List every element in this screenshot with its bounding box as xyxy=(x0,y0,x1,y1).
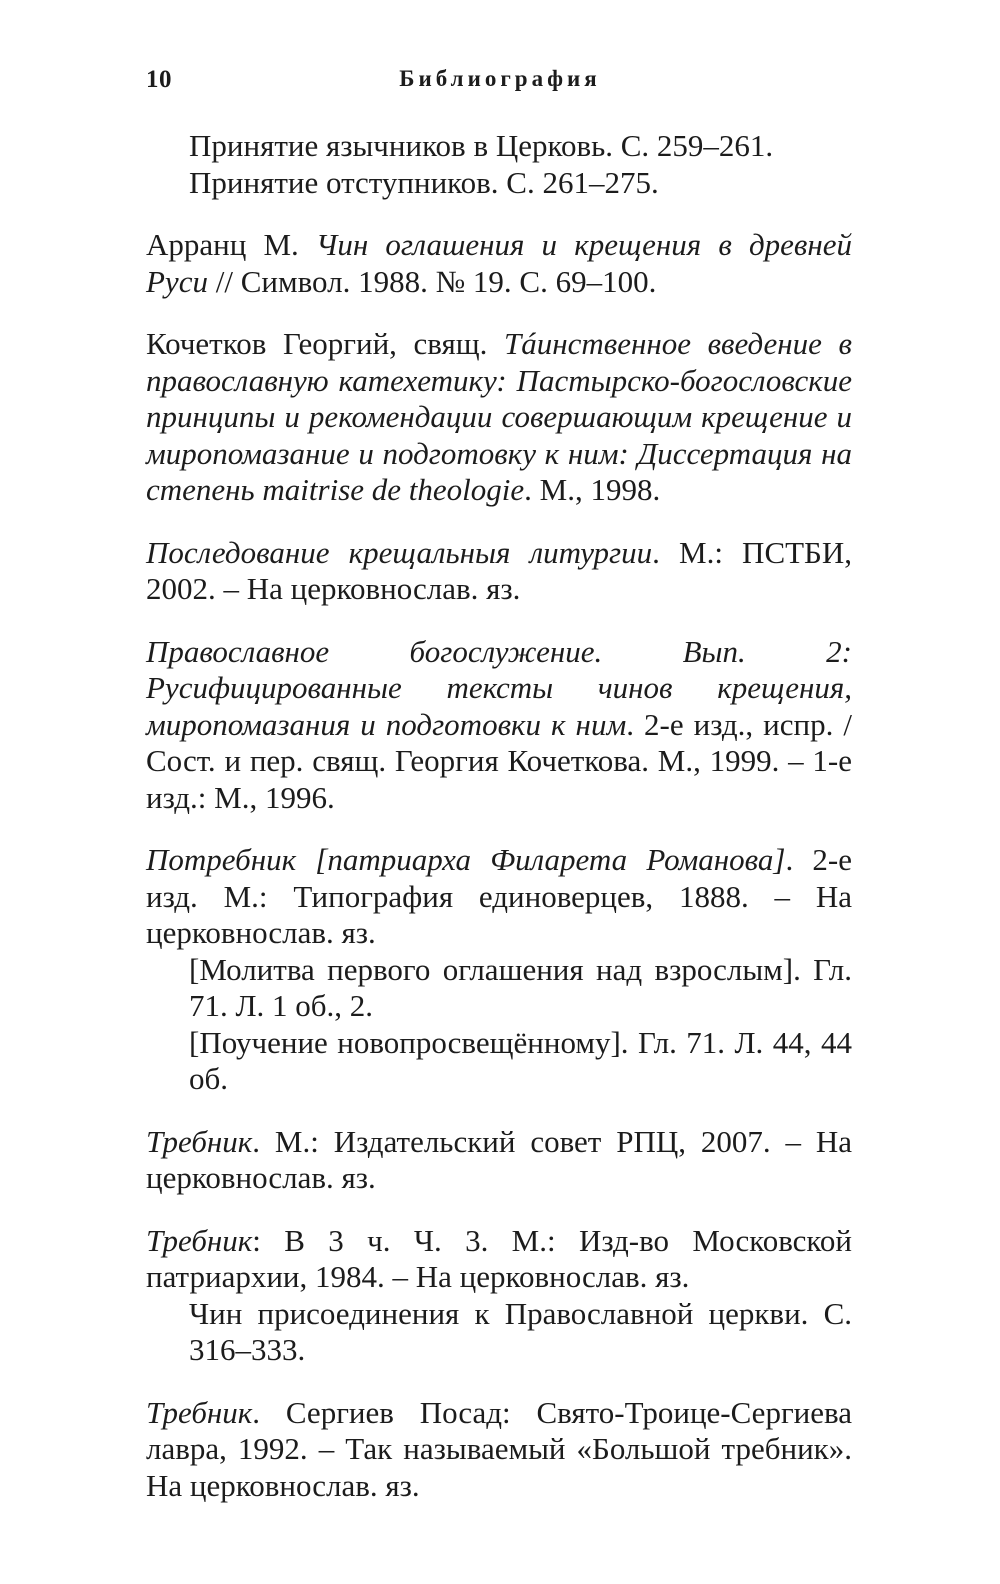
bibliography-entry xyxy=(146,1223,852,1369)
entry-subitem: Принятие язычников в Церковь. С. 259–261. xyxy=(189,128,774,163)
entry-author: Кочетков Георгий, свящ. xyxy=(146,326,504,361)
entry-details: . Сергиев Посад: Свято-Троице-Сергиева лавра, 1992. – Так называемый «Большой требник». На церковнослав. яз. xyxy=(146,1394,852,1503)
bibliography-entry xyxy=(146,326,852,509)
entry-subitem: [Поучение новопросвещённому]. Гл. 71. Л. 44, 44 об. xyxy=(189,1024,852,1096)
entry-main xyxy=(146,1223,852,1296)
entry-details: : В 3 ч. Ч. 3. М.: Изд-во Московской патриархии, 1984. – На церковнослав. яз. xyxy=(146,1222,852,1294)
bibliography-entry xyxy=(146,634,852,817)
entry-title: Тáинственное введение в православную катехетику: Пастырско-богословские принципы и рекомендации совершающим крещение и миропомазание и подготовку к ним: Диссертация на степень maitrise de theologie xyxy=(146,326,852,507)
entry-details: . М.: Издательский совет РПЦ, 2007. – На церковнослав. яз. xyxy=(146,1123,852,1195)
entry-subitem: [Молитва первого оглашения над взрослым]. Гл. 71. Л. 1 об., 2. xyxy=(189,951,852,1023)
bibliography-entry xyxy=(146,1395,852,1505)
section-title: Библиография xyxy=(399,66,601,91)
bibliography-entry xyxy=(146,842,852,1098)
bibliography-entry xyxy=(146,227,852,300)
entry-details: . М.: ПСТБИ, 2002. – На церковнослав. яз. xyxy=(146,534,852,606)
entry-main xyxy=(146,842,852,952)
bibliography-entry xyxy=(146,1124,852,1197)
entry-title: Православное богослужение. Вып. 2: Русифицированные тексты чинов крещения, миропомазания и подготовки к ним xyxy=(146,633,852,742)
entry-author: Арранц М. xyxy=(146,227,316,262)
bibliography-entry xyxy=(146,535,852,608)
entry-subitem: Принятие отступников. С. 261–275. xyxy=(189,164,659,200)
entry-title: Требник xyxy=(146,1394,253,1430)
entry-title: Последование крещальныя литургии xyxy=(146,534,653,570)
page-number: 10 xyxy=(146,66,172,93)
entry-title: Требник xyxy=(146,1222,253,1258)
bibliography-entry xyxy=(146,128,852,201)
entry-title: Потребник [патриарха Филарета Романова] xyxy=(146,842,786,877)
entry-details: . 2-е изд. М.: Типография единоверцев, 1888. – На церковнослав. яз. xyxy=(146,842,852,950)
entry-title: Чин оглашения и крещения в древней Руси xyxy=(146,227,853,299)
entry-details: . 2-е изд., испр. / Сост. и пер. свящ. Георгия Кочеткова. М., 1999. – 1-е изд.: М., 1996. xyxy=(146,706,852,815)
entry-title: Требник xyxy=(146,1123,253,1159)
entry-details: // Символ. 1988. № 19. С. 69–100. xyxy=(207,263,657,299)
running-head xyxy=(0,66,1000,106)
bibliography-list xyxy=(146,128,852,1530)
entry-subitem: Чин присоединения к Православной церкви. С. 316–333. xyxy=(189,1295,852,1367)
entry-details: . М., 1998. xyxy=(524,472,661,507)
